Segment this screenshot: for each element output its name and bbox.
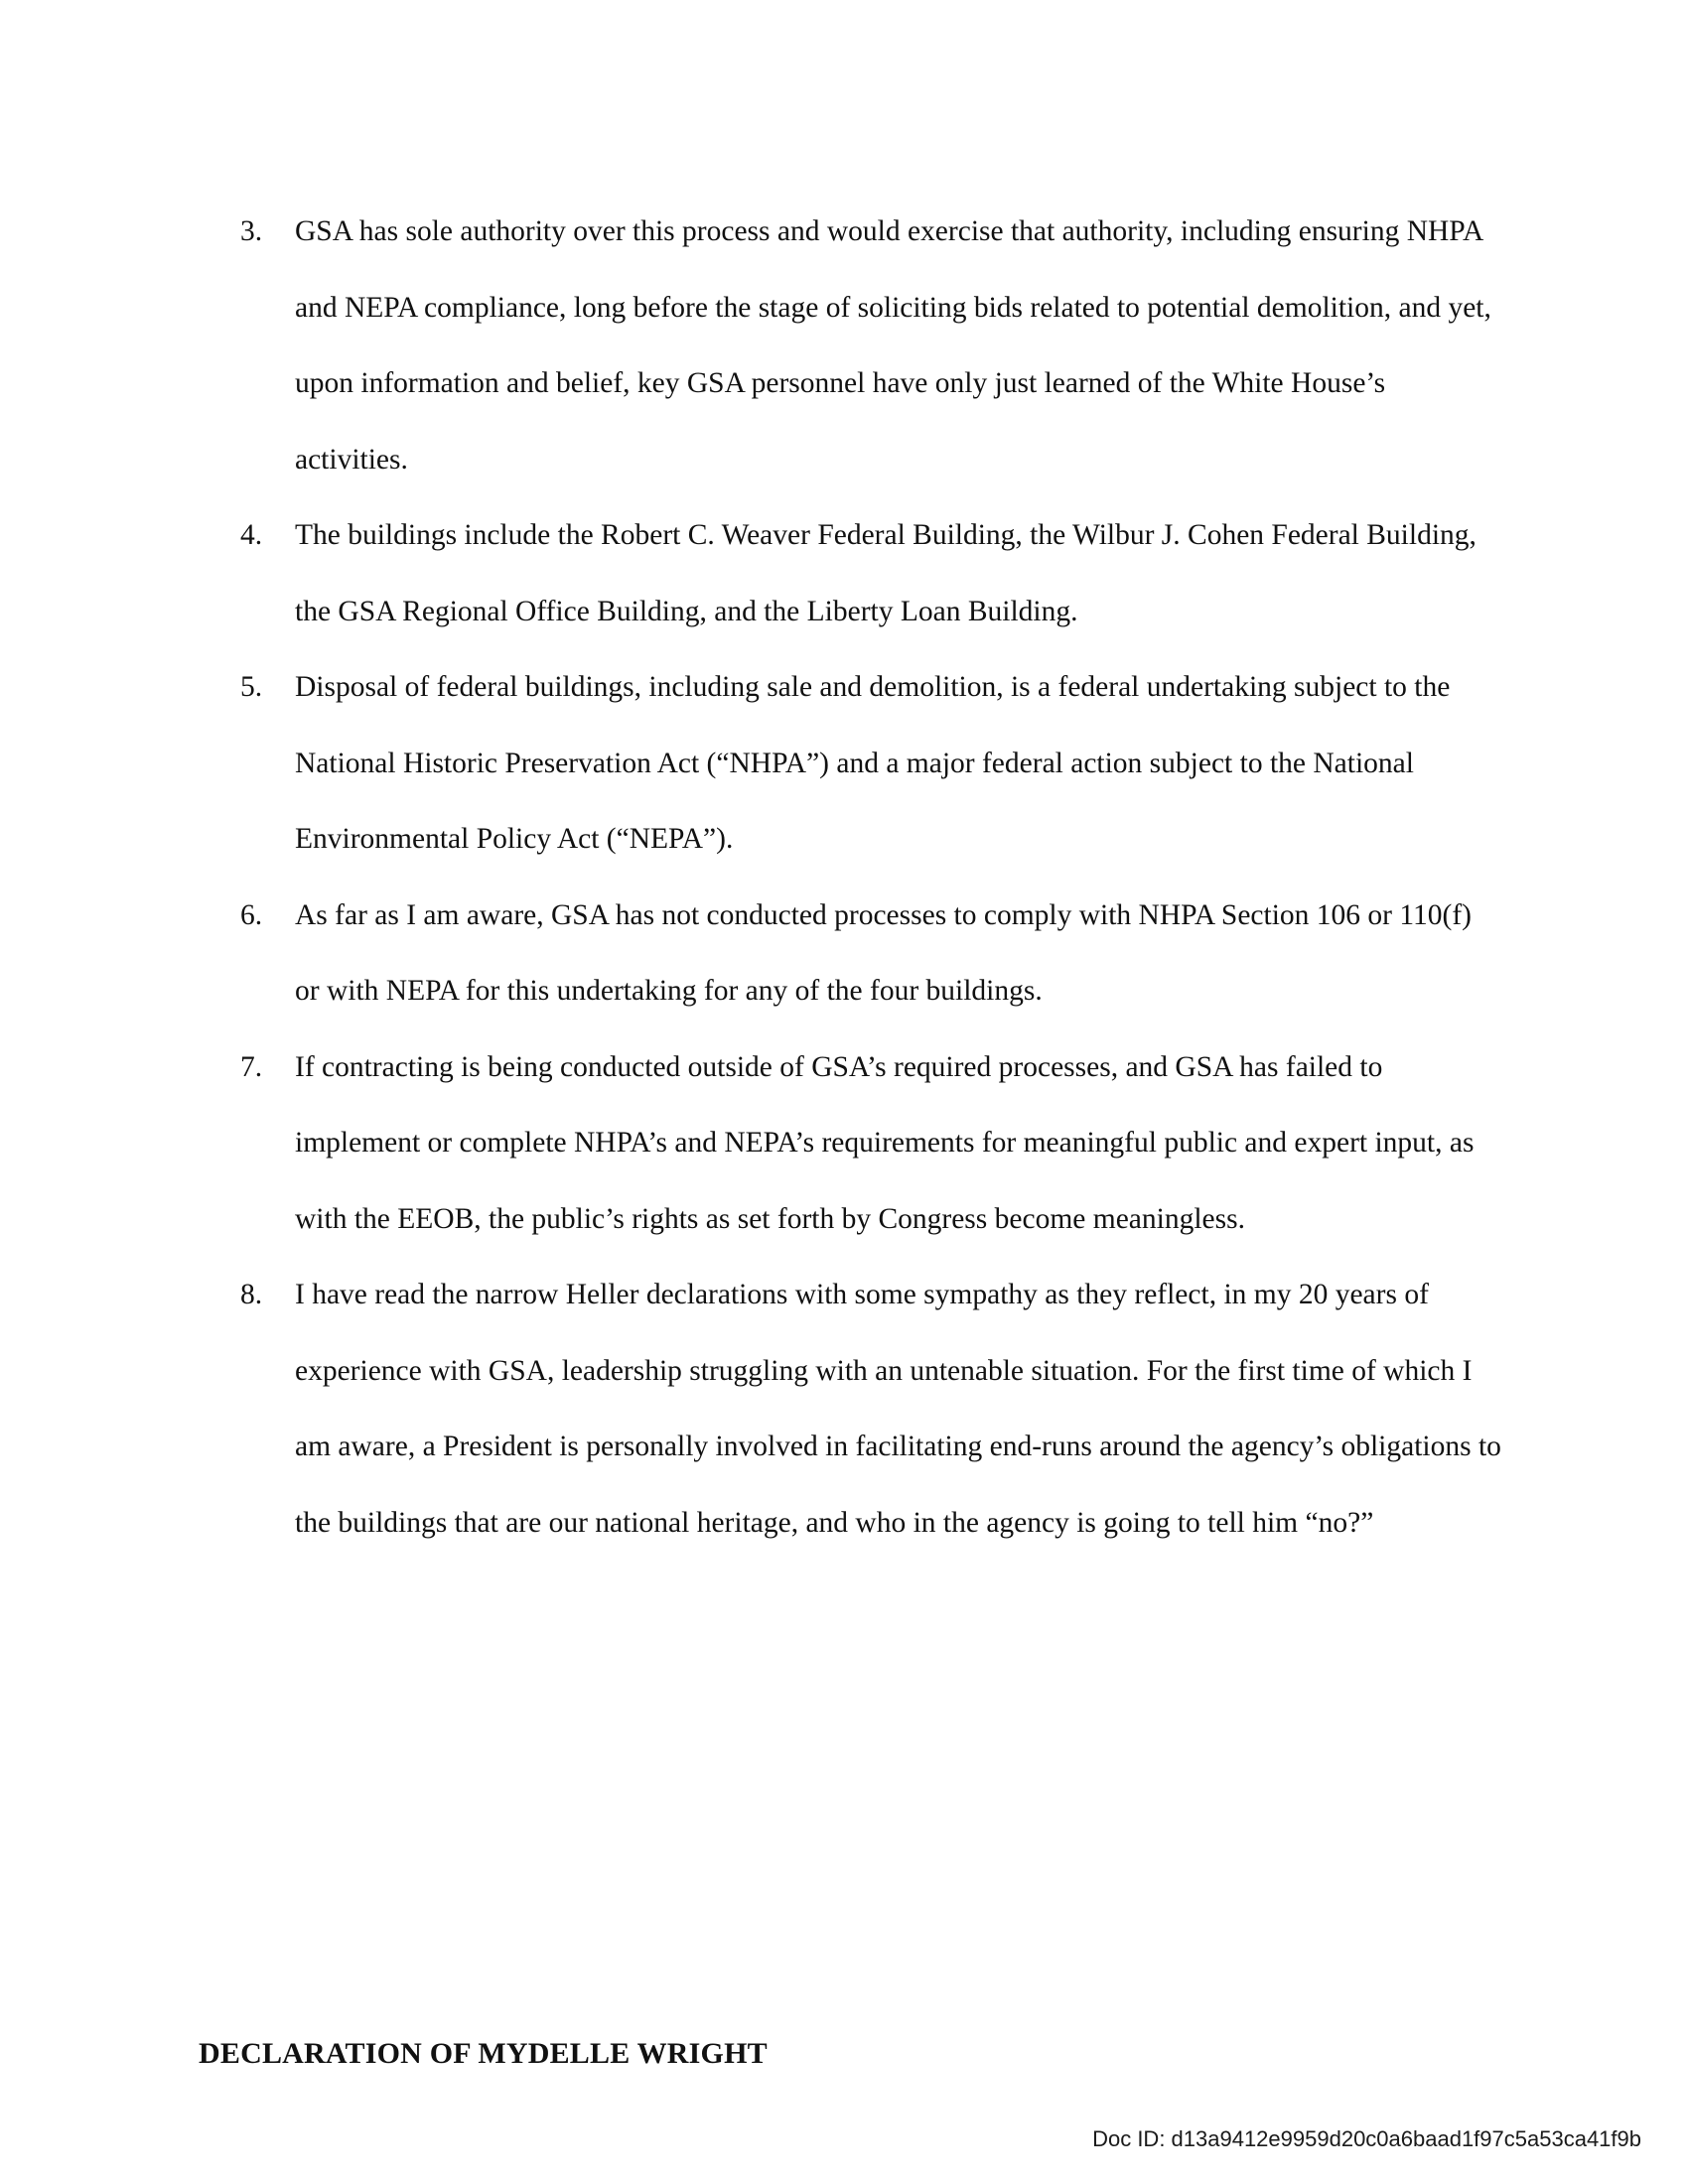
paragraph-4 (240, 497, 1501, 649)
paragraph-number: 3. (240, 215, 263, 247)
paragraph-text: The buildings include the Robert C. Weaver Federal Building, the Wilbur J. Cohen Federal Building, the GSA Regional Office Building, and the Liberty Loan Building. (295, 519, 1477, 627)
paragraph-text: I have read the narrow Heller declarations with some sympathy as they reflect, in my 20 years of experience with GSA, leadership struggling with an untenable situation. For the first time of which I am aware, a President is personally involved in facilitating end-runs around the agency’s obligations to the buildings that are our national heritage, and who in the agency is going to tell him “no?” (295, 1279, 1501, 1539)
paragraph-number: 6. (240, 898, 263, 931)
paragraph-text: If contracting is being conducted outside of GSA’s required processes, and GSA has failed to implement or complete NHPA’s and NEPA’s requirements for meaningful public and expert input, as with the EEOB, the public’s rights as set forth by Congress become meaningless. (295, 1050, 1475, 1235)
paragraph-number: 7. (240, 1050, 263, 1083)
paragraph-number: 8. (240, 1279, 263, 1310)
paragraph-8 (240, 1257, 1501, 1561)
paragraph-text: Disposal of federal buildings, including sale and demolition, is a federal undertaking subject to the National Historic Preservation Act (“NHPA”) and a major federal action subject to the National Environmental Policy Act (“NEPA”). (295, 671, 1451, 855)
paragraph-text: As far as I am aware, GSA has not conducted processes to comply with NHPA Section 106 or 110(f) or with NEPA for this undertaking for any of the four buildings. (295, 898, 1472, 1007)
paragraph-5 (240, 649, 1501, 878)
paragraph-number: 5. (240, 671, 263, 703)
declaration-footer-title: DECLARATION OF MYDELLE WRIGHT (199, 2037, 768, 2070)
paragraph-3 (240, 194, 1501, 497)
paragraph-text: GSA has sole authority over this process and would exercise that authority, including ensuring NHPA and NEPA compliance, long before the stage of soliciting bids related to potential demolition, and yet, upon information and belief, key GSA personnel have only just learned of the White House’s activities. (295, 215, 1491, 476)
paragraph-7 (240, 1029, 1501, 1258)
doc-id-stamp: Doc ID: d13a9412e9959d20c0a6baad1f97c5a53ca41f9b (1092, 2126, 1641, 2151)
paragraph-number: 4. (240, 519, 263, 551)
paragraph-6 (240, 878, 1501, 1029)
numbered-paragraph-list (240, 194, 1501, 1561)
